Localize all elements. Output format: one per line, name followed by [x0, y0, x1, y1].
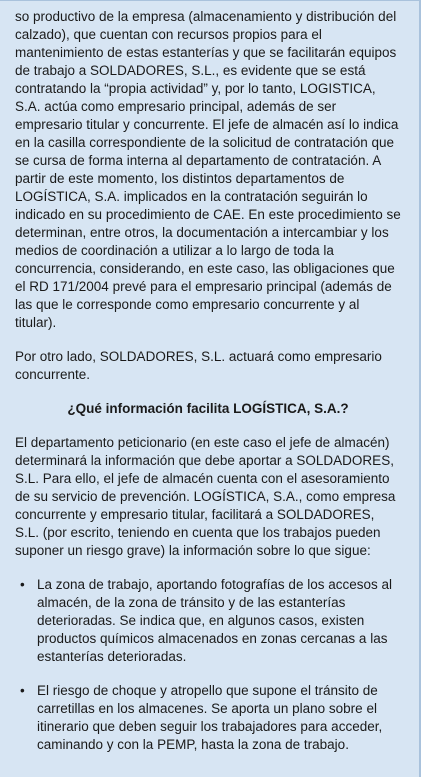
list-item [15, 576, 401, 666]
bullet-icon: • [20, 683, 25, 698]
list-item-text: El riesgo de choque y atropello que supone el tránsito de carretillas en los almacenes. Se aporta un plano sobre el itinerario que deben seguir los trabajadores para acceder, caminando y con la PEMP, hasta la zona de trabajo. [37, 683, 383, 752]
list-item [15, 682, 401, 754]
list-item-text: La zona de trabajo, aportando fotografías de los accesos al almacén, de la zona de tránsito y de las estanterías deterioradas. Se indica que, en algunos casos, existen productos químicos almacenados en zonas cercanas a las estanterías deterioradas. [37, 577, 392, 664]
bullet-icon: • [20, 577, 25, 592]
body-paragraph-2: Por otro lado, SOLDADORES, S.L. actuará como empresario concurrente. [15, 349, 382, 382]
section-heading: ¿Qué información facilita LOGÍSTICA, S.A.? [67, 401, 349, 416]
body-paragraph-3: El departamento peticionario (en este caso el jefe de almacén) determinará la información que debe aportar a SOLDADORES, S.L. Para ello, el jefe de almacén cuenta con el asesoramiento de su servicio de prevención. LOGÍSTICA, S.A., como empresa concurrente y empresario titular, facilitará a SOLDADORES, S.L. (por escrito, teniendo en cuenta que los trabajos pueden suponer un riesgo grave) la información sobre lo que sigue: [15, 435, 396, 558]
bullet-list [15, 576, 401, 754]
body-paragraph-1: so productivo de la empresa (almacenamiento y distribución del calzado), que cuentan con recursos propios para el mantenimiento de estas estanterías y que se facilitarán equipos de trabajo a SOLDADORES, S.L., es evidente que se está contratando la “propia actividad” y, por lo tanto, LOGISTICA, S.A. actúa como empresario principal, además de ser empresario titular y concurrente. El jefe de almacén así lo indica en la casilla correspondiente de la solicitud de contratación que se cursa de forma interna al departamento de contratación. A partir de este momento, los distintos departamentos de LOGÍSTICA, S.A. implicados en la contratación seguirán lo indicado en su procedimiento de CAE. En este procedimiento se determinan, entre otros, la documentación a intercambiar y los medios de coordinación a utilizar a lo largo de toda la concurrencia, considerando, en este caso, las obligaciones que el RD 171/2004 prevé para el empresario principal (además de las que le corresponde como empresario concurrente y al titular). [15, 9, 401, 330]
